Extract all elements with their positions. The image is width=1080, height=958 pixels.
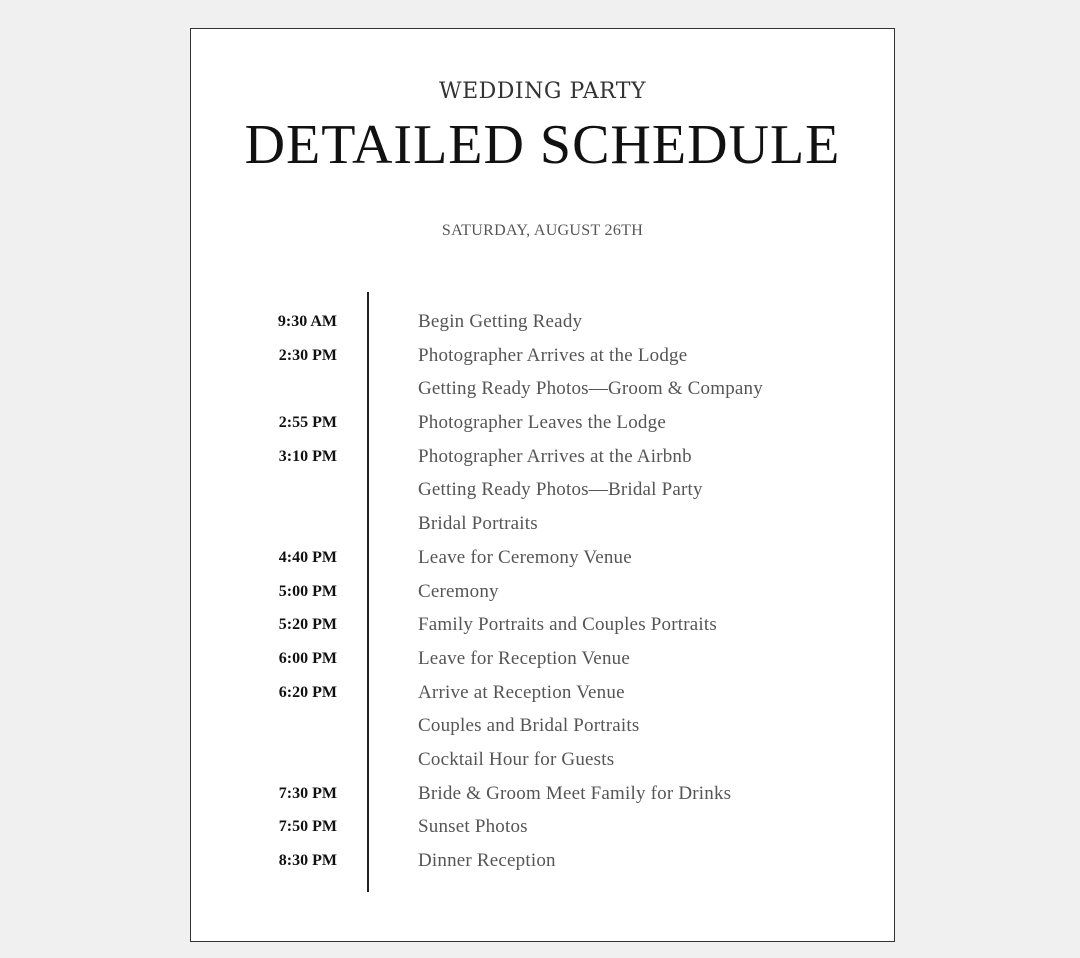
schedule-row [191,545,894,579]
page-title: DETAILED SCHEDULE [244,114,841,176]
schedule-row [191,713,894,747]
schedule-time: 5:20 PM [278,616,337,634]
schedule-event: Bride & Groom Meet Family for Drinks [418,782,732,804]
schedule-time: 9:30 AM [277,313,337,330]
schedule-time: 6:00 PM [278,649,337,667]
schedule-page [190,28,895,942]
schedule-row [191,444,894,478]
schedule-event: Cocktail Hour for Guests [418,748,615,770]
schedule-event: Sunset Photos [418,816,528,838]
subtitle: WEDDING PARTY [438,79,646,104]
schedule-list [191,309,894,882]
schedule-event: Family Portraits and Couples Portraits [418,614,717,636]
schedule-row [191,511,894,545]
schedule-row [191,781,894,815]
schedule-row [191,848,894,882]
schedule-row [191,309,894,343]
schedule-row [191,747,894,781]
schedule-time: 7:30 PM [278,784,337,802]
schedule-row [191,612,894,646]
schedule-time: 2:55 PM [278,414,337,432]
schedule-row [191,410,894,444]
schedule-event: Getting Ready Photos—Bridal Party [418,479,703,501]
schedule-event: Photographer Leaves the Lodge [418,412,666,434]
schedule-time: 7:50 PM [278,818,337,836]
schedule-row [191,814,894,848]
schedule-event: Leave for Reception Venue [418,647,630,669]
schedule-event: Couples and Bridal Portraits [418,715,640,737]
schedule-row [191,646,894,680]
event-date: SATURDAY, AUGUST 26TH [441,222,644,239]
schedule-time: 2:30 PM [278,346,337,364]
schedule-row [191,477,894,511]
schedule-event: Leave for Ceremony Venue [418,546,632,568]
schedule-row [191,343,894,377]
schedule-time: 3:10 PM [278,447,337,465]
schedule-event: Photographer Arrives at the Airbnb [418,445,692,467]
schedule-event: Bridal Portraits [418,513,538,535]
schedule-row [191,579,894,613]
schedule-event: Begin Getting Ready [418,311,583,332]
schedule-row [191,680,894,714]
schedule-time: 6:20 PM [278,683,337,701]
schedule-event: Getting Ready Photos—Groom & Company [418,378,763,400]
schedule-time: 5:00 PM [278,582,337,600]
schedule-event: Photographer Arrives at the Lodge [418,344,688,366]
schedule-row [191,376,894,410]
schedule-event: Dinner Reception [418,850,556,871]
schedule-time: 8:30 PM [278,852,337,869]
schedule-event: Arrive at Reception Venue [418,681,625,703]
schedule-event: Ceremony [418,580,499,602]
schedule-time: 4:40 PM [278,548,337,566]
